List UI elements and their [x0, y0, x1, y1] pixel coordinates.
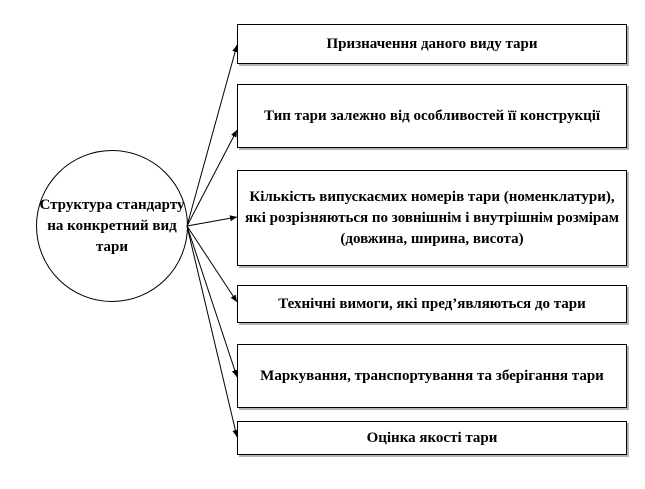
box-technical-requirements-label: Технічні вимоги, які пред’являються до тари — [278, 295, 586, 312]
box-purpose-label: Призначення даного виду тари — [326, 35, 538, 52]
box-marking-transport-storage — [237, 344, 627, 408]
arrow-1 — [187, 45, 237, 226]
box-container-type-label: Тип тари залежно від особливостей її конструкції — [263, 107, 601, 124]
box-quality-assessment — [237, 421, 627, 455]
box-container-type — [237, 84, 627, 148]
arrow-5 — [187, 226, 237, 377]
box-nomenclature — [237, 170, 627, 266]
box-quality-assessment-label: Оцінка якості тари — [366, 429, 498, 446]
arrow-3 — [187, 217, 237, 226]
box-marking-transport-storage-label: Маркування, транспортування та зберігання тари — [260, 367, 604, 384]
arrow-4 — [187, 226, 237, 302]
box-purpose — [237, 24, 627, 64]
box-nomenclature-label: Кількість випускаємих номерів тари (номенклатури), які розрізняються по зовнішнім і внутрішнім розмірам (довжина, ширина, висота) — [244, 188, 619, 247]
center-circle — [36, 150, 188, 302]
box-technical-requirements — [237, 285, 627, 323]
arrow-6 — [187, 226, 237, 437]
center-label: Структура стандарту на конкретний вид тари — [39, 196, 185, 255]
arrow-2 — [187, 130, 237, 226]
